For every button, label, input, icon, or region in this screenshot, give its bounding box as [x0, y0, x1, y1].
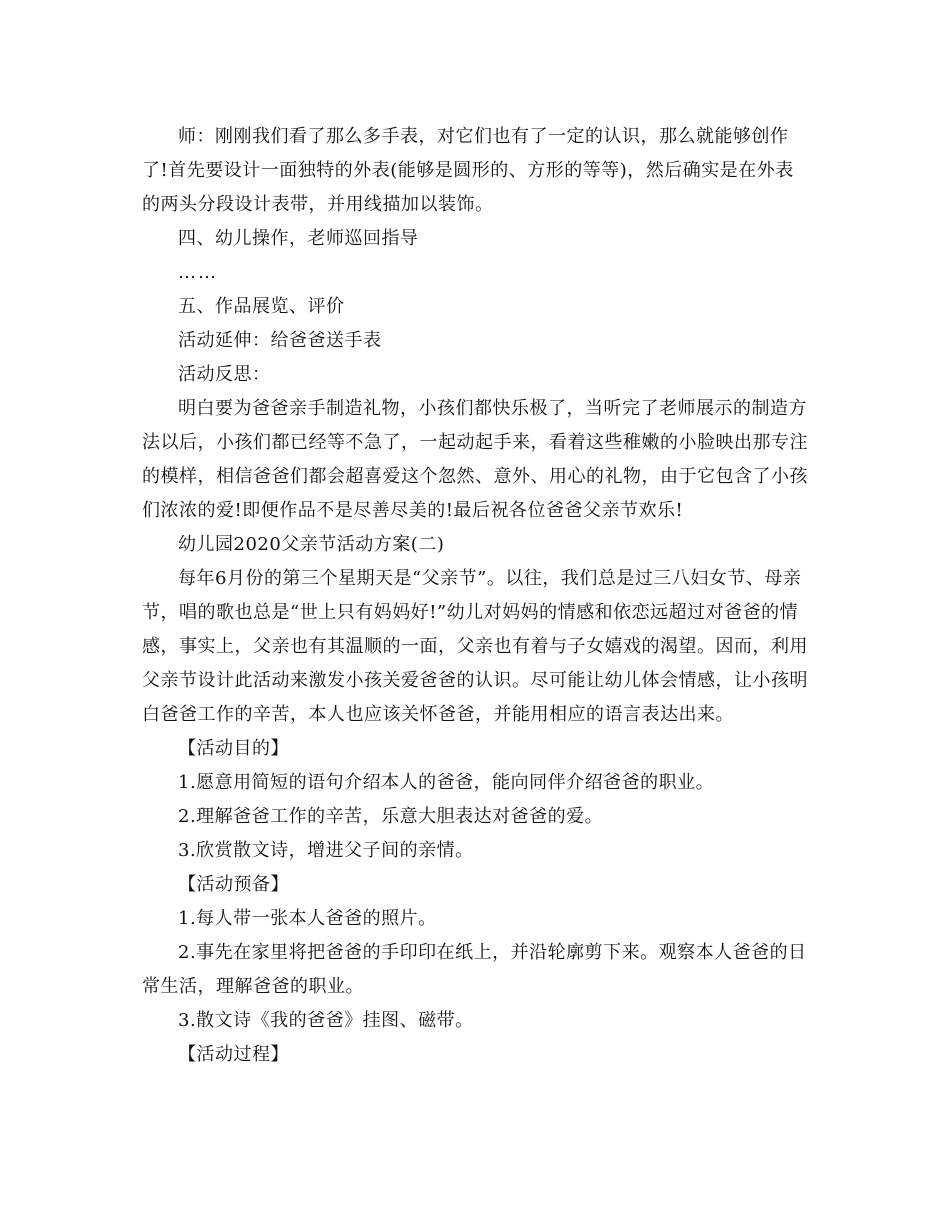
ellipsis-separator: …… — [178, 262, 218, 283]
section-title-plan-2: 幼儿园2020父亲节活动方案(二) — [178, 534, 445, 555]
preparation-item-3: 3.散文诗《我的爸爸》挂图、磁带。 — [178, 1010, 474, 1031]
preparation-item-2: 2.事先在家里将把爸爸的手印印在纸上，并沿轮廓剪下来。观察本人爸爸的日常生活，理解爸爸的职业。 — [142, 942, 807, 997]
heading-step-5: 五、作品展览、评价 — [178, 296, 345, 317]
preparation-item-1: 1.每人带一张本人爸爸的照片。 — [178, 908, 437, 929]
paragraph-reflection: 明白要为爸爸亲手制造礼物，小孩们都快乐极了，当听完了老师展示的制造方法以后，小孩们都已经等不急了，一起动起手来，看着这些稚嫩的小脸映出那专注的模样，相信爸爸们都会超喜爱这个忽然、意外、用心的礼物，由于它包含了小孩们浓浓的爱!即便作品不是尽善尽美的!最后祝各位爸爸父亲节欢乐! — [142, 398, 808, 521]
goal-item-2: 2.理解爸爸工作的辛苦，乐意大胆表达对爸爸的爱。 — [178, 806, 604, 827]
activity-reflection-label: 活动反思： — [178, 364, 271, 385]
heading-preparation: 【活动预备】 — [178, 874, 289, 895]
goal-item-1: 1.愿意用简短的语句介绍本人的爸爸，能向同伴介绍爸爸的职业。 — [178, 772, 715, 793]
heading-step-4: 四、幼儿操作，老师巡回指导 — [178, 228, 419, 249]
heading-process: 【活动过程】 — [178, 1044, 289, 1065]
paragraph-intro: 每年6月份的第三个星期天是“父亲节”。以往，我们总是过三八妇女节、母亲节，唱的歌也总是“世上只有妈妈好!”幼儿对妈妈的情感和依恋远超过对爸爸的情感，事实上，父亲也有其温顺的一面，父亲也有着与子女嬉戏的渴望。因而，利用父亲节设计此活动来激发小孩关爱爸爸的认识。尽可能让幼儿体会情感，让小孩明白爸爸工作的辛苦，本人也应该关怀爸爸，并能用相应的语言表达出来。 — [142, 568, 808, 725]
heading-goals: 【活动目的】 — [178, 738, 289, 759]
activity-extension: 活动延伸：给爸爸送手表 — [178, 330, 382, 351]
goal-item-3: 3.欣赏散文诗，增进父子间的亲情。 — [178, 840, 474, 861]
paragraph-teacher-instructions: 师：刚刚我们看了那么多手表，对它们也有了一定的认识，那么就能够创作了!首先要设计一面独特的外表(能够是圆形的、方形的等等)，然后确实是在外表的两头分段设计表带，并用线描加以装饰。 — [142, 126, 794, 215]
document-body — [142, 120, 812, 1072]
